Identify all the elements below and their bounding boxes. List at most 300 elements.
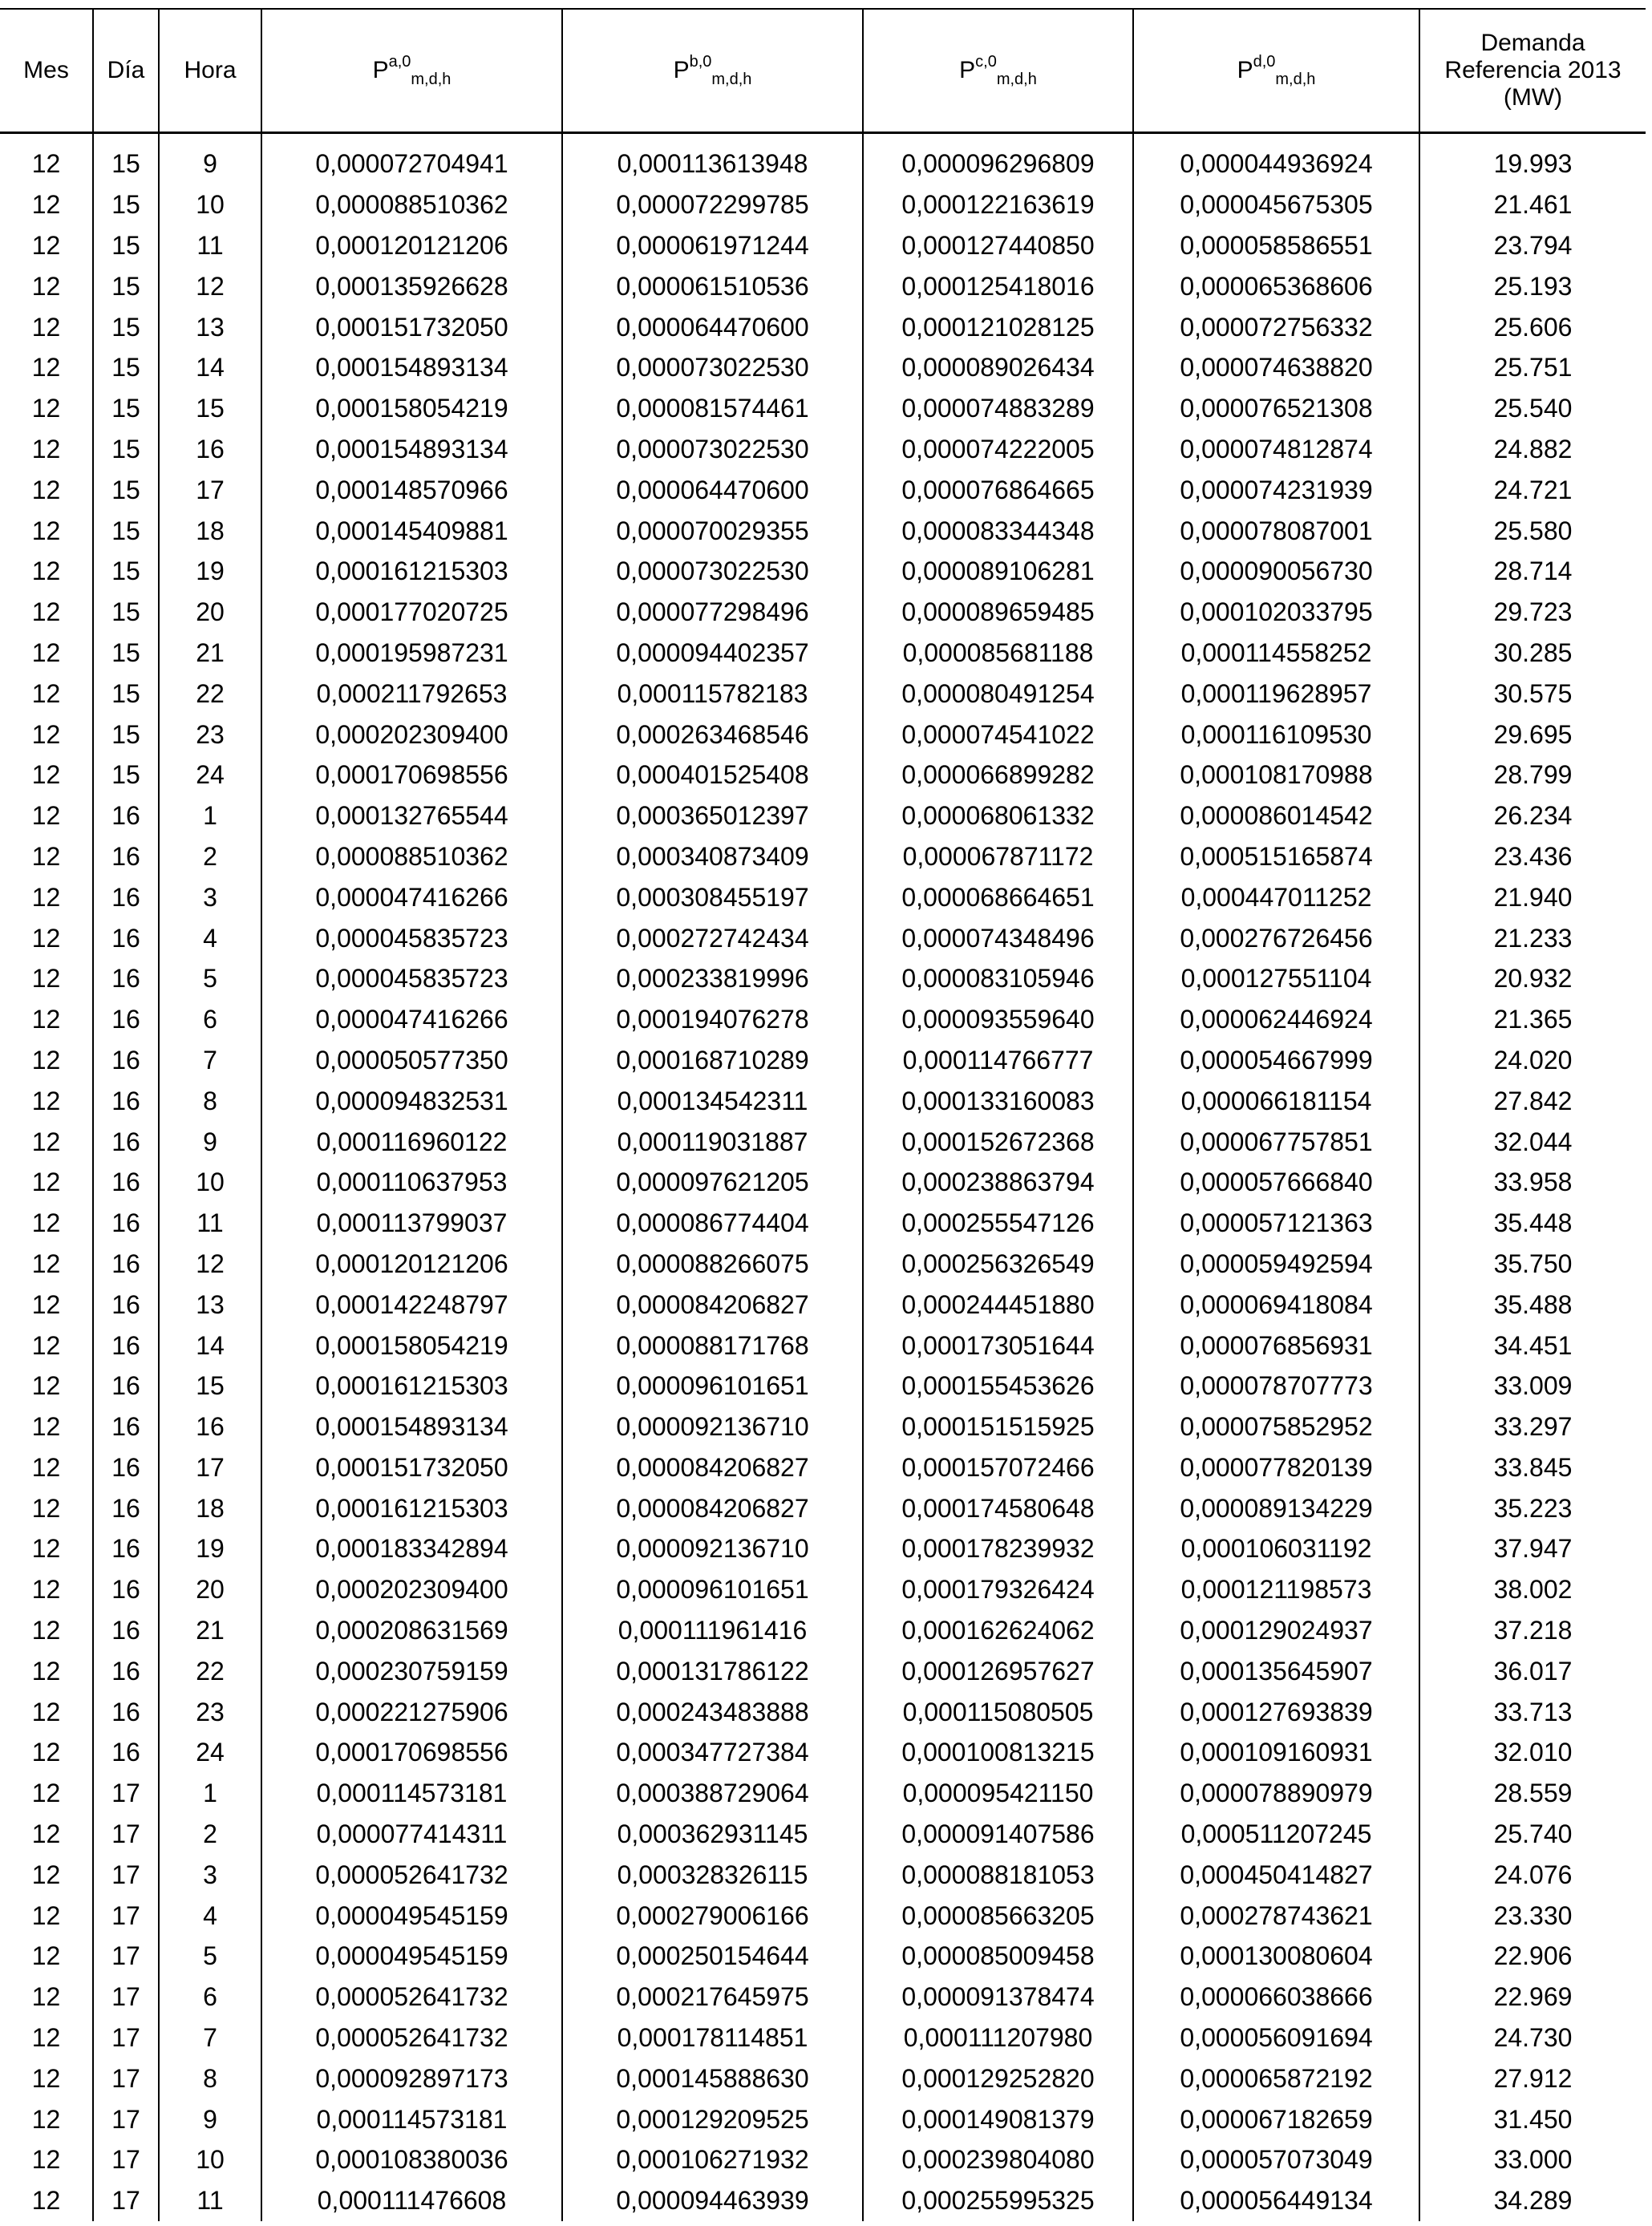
pa-cell: 0,000120121206 [261,225,562,266]
pd-cell: 0,000106031192 [1133,1528,1419,1569]
mes-cell: 12 [0,2099,93,2139]
pb-cell: 0,000328326115 [562,1854,863,1895]
pb-cell: 0,000365012397 [562,795,863,836]
demanda-cell: 25.540 [1419,388,1646,429]
pa-cell: 0,000170698556 [261,755,562,795]
demanda-cell: 33.958 [1419,1162,1646,1203]
hora-cell: 23 [159,1691,261,1732]
pb-cell: 0,000088266075 [562,1244,863,1285]
pc-cell: 0,000121028125 [863,306,1133,347]
dia-cell: 16 [93,1650,159,1691]
pd-cell: 0,000069418084 [1133,1284,1419,1325]
demanda-cell: 19.993 [1419,144,1646,184]
mes-cell: 12 [0,1487,93,1528]
table-row [0,755,1646,795]
mes-cell: 12 [0,1528,93,1569]
pb-cell: 0,000119031887 [562,1121,863,1162]
pb-cell: 0,000096101651 [562,1569,863,1610]
hora-cell: 4 [159,917,261,958]
table-row [0,2139,1646,2180]
demanda-cell: 24.721 [1419,469,1646,510]
table-row [0,1080,1646,1121]
mes-cell: 12 [0,1732,93,1773]
pc-cell: 0,000089026434 [863,347,1133,388]
hora-cell: 11 [159,2180,261,2221]
hora-cell: 22 [159,673,261,714]
pa-cell: 0,000177020725 [261,592,562,633]
pd-cell: 0,000114558252 [1133,633,1419,674]
pc-cell: 0,000238863794 [863,1162,1133,1203]
pd-cell: 0,000075852952 [1133,1406,1419,1447]
dia-cell: 17 [93,1977,159,2018]
pa-cell: 0,000088510362 [261,184,562,225]
pb-cell: 0,000073022530 [562,347,863,388]
demanda-cell: 21.233 [1419,917,1646,958]
table-row [0,1487,1646,1528]
pb-cell: 0,000178114851 [562,2018,863,2058]
demanda-cell: 23.794 [1419,225,1646,266]
dia-cell: 16 [93,1528,159,1569]
hora-cell: 14 [159,1325,261,1366]
pc-cell: 0,000093559640 [863,999,1133,1040]
pc-cell: 0,000111207980 [863,2018,1133,2058]
dia-cell: 15 [93,714,159,755]
mes-cell: 12 [0,388,93,429]
pb-cell: 0,000233819996 [562,958,863,999]
dia-cell: 16 [93,999,159,1040]
pc-cell: 0,000174580648 [863,1487,1133,1528]
table-row [0,1528,1646,1569]
pb-cell: 0,000094402357 [562,633,863,674]
hora-cell: 11 [159,225,261,266]
hora-cell: 10 [159,2139,261,2180]
pb-cell: 0,000129209525 [562,2099,863,2139]
dia-cell: 16 [93,795,159,836]
mes-cell: 12 [0,714,93,755]
demanda-cell: 33.009 [1419,1366,1646,1406]
pb-cell: 0,000086774404 [562,1203,863,1244]
demanda-cell: 30.575 [1419,673,1646,714]
pa-cell: 0,000108380036 [261,2139,562,2180]
pb-cell: 0,000070029355 [562,510,863,551]
demanda-cell: 33.713 [1419,1691,1646,1732]
pc-cell: 0,000129252820 [863,2058,1133,2099]
demanda-cell: 25.580 [1419,510,1646,551]
table-row [0,1244,1646,1285]
pa-cell: 0,000221275906 [261,1691,562,1732]
pc-cell: 0,000133160083 [863,1080,1133,1121]
header-dia: Día [93,9,159,133]
pb-cell: 0,000113613948 [562,144,863,184]
pc-cell: 0,000074541022 [863,714,1133,755]
dia-cell: 15 [93,551,159,592]
dia-cell: 16 [93,836,159,877]
pa-cell: 0,000092897173 [261,2058,562,2099]
pa-cell: 0,000114573181 [261,1773,562,1814]
pd-cell: 0,000108170988 [1133,755,1419,795]
pd-cell: 0,000058586551 [1133,225,1419,266]
dia-cell: 17 [93,1773,159,1814]
hora-cell: 6 [159,999,261,1040]
table-row [0,1650,1646,1691]
pc-cell: 0,000127440850 [863,225,1133,266]
demanda-cell: 29.695 [1419,714,1646,755]
mes-cell: 12 [0,1244,93,1285]
pa-cell: 0,000049545159 [261,1936,562,1977]
pd-cell: 0,000067182659 [1133,2099,1419,2139]
hora-cell: 13 [159,306,261,347]
hora-cell: 24 [159,1732,261,1773]
hora-cell: 5 [159,958,261,999]
demanda-cell: 35.223 [1419,1487,1646,1528]
mes-cell: 12 [0,1284,93,1325]
table-row [0,1406,1646,1447]
mes-cell: 12 [0,999,93,1040]
pa-cell: 0,000052641732 [261,2018,562,2058]
table-row [0,1284,1646,1325]
mes-cell: 12 [0,755,93,795]
demanda-cell: 26.234 [1419,795,1646,836]
demanda-cell: 25.606 [1419,306,1646,347]
dia-cell: 16 [93,1080,159,1121]
pb-cell: 0,000072299785 [562,184,863,225]
mes-cell: 12 [0,510,93,551]
demanda-cell: 25.740 [1419,1814,1646,1855]
pd-cell: 0,000135645907 [1133,1650,1419,1691]
pb-cell: 0,000092136710 [562,1406,863,1447]
pa-cell: 0,000072704941 [261,144,562,184]
pb-cell: 0,000263468546 [562,714,863,755]
dia-cell: 16 [93,1406,159,1447]
pc-cell: 0,000095421150 [863,1773,1133,1814]
dia-cell: 15 [93,265,159,306]
mes-cell: 12 [0,958,93,999]
pa-cell: 0,000158054219 [261,1325,562,1366]
demanda-cell: 35.750 [1419,1244,1646,1285]
pd-cell: 0,000057666840 [1133,1162,1419,1203]
pb-cell: 0,000084206827 [562,1284,863,1325]
demanda-cell: 33.297 [1419,1406,1646,1447]
header-pc: P$^{c,0}_{m,d,h}$ [863,9,1133,133]
dia-cell: 15 [93,755,159,795]
header-mes: Mes [0,9,93,133]
pb-cell: 0,000115782183 [562,673,863,714]
demanda-cell: 34.451 [1419,1325,1646,1366]
pb-cell: 0,000388729064 [562,1773,863,1814]
pc-cell: 0,000085681188 [863,633,1133,674]
hora-cell: 15 [159,1366,261,1406]
pb-cell: 0,000279006166 [562,1895,863,1936]
pc-cell: 0,000089659485 [863,592,1133,633]
mes-cell: 12 [0,1854,93,1895]
pa-cell: 0,000049545159 [261,1895,562,1936]
table-row [0,1691,1646,1732]
mes-cell: 12 [0,1650,93,1691]
dia-cell: 15 [93,510,159,551]
table-row [0,184,1646,225]
pa-cell: 0,000148570966 [261,469,562,510]
pc-cell: 0,000255995325 [863,2180,1133,2221]
pc-cell: 0,000255547126 [863,1203,1133,1244]
dia-cell: 16 [93,1610,159,1651]
pb-cell: 0,000073022530 [562,429,863,470]
pd-cell: 0,000127693839 [1133,1691,1419,1732]
hora-cell: 2 [159,836,261,877]
pd-cell: 0,000054667999 [1133,1040,1419,1081]
demanda-cell: 24.076 [1419,1854,1646,1895]
mes-cell: 12 [0,592,93,633]
mes-cell: 12 [0,633,93,674]
hora-cell: 16 [159,429,261,470]
spacer-row [0,133,1646,144]
pd-cell: 0,000065368606 [1133,265,1419,306]
pa-cell: 0,000145409881 [261,510,562,551]
dia-cell: 17 [93,1895,159,1936]
pc-cell: 0,000151515925 [863,1406,1133,1447]
pa-cell: 0,000052641732 [261,1854,562,1895]
pb-cell: 0,000097621205 [562,1162,863,1203]
pc-cell: 0,000100813215 [863,1732,1133,1773]
hora-cell: 16 [159,1406,261,1447]
pa-cell: 0,000088510362 [261,836,562,877]
pb-cell: 0,000131786122 [562,1650,863,1691]
demanda-cell: 32.010 [1419,1732,1646,1773]
hora-cell: 19 [159,1528,261,1569]
demanda-cell: 38.002 [1419,1569,1646,1610]
pa-cell: 0,000202309400 [261,714,562,755]
table-row [0,1854,1646,1895]
hora-cell: 5 [159,1936,261,1977]
table-row [0,2180,1646,2221]
pd-cell: 0,000074231939 [1133,469,1419,510]
pc-cell: 0,000067871172 [863,836,1133,877]
table-row [0,917,1646,958]
dia-cell: 17 [93,2180,159,2221]
table-row [0,1936,1646,1977]
table-row [0,1732,1646,1773]
dia-cell: 16 [93,1366,159,1406]
hora-cell: 17 [159,1447,261,1488]
table-row [0,347,1646,388]
dia-cell: 17 [93,2139,159,2180]
pd-cell: 0,000515165874 [1133,836,1419,877]
table-row [0,1773,1646,1814]
pc-cell: 0,000239804080 [863,2139,1133,2180]
pd-cell: 0,000121198573 [1133,1569,1419,1610]
hora-cell: 9 [159,2099,261,2139]
pc-cell: 0,000089106281 [863,551,1133,592]
mes-cell: 12 [0,836,93,877]
pb-cell: 0,000401525408 [562,755,863,795]
pb-cell: 0,000077298496 [562,592,863,633]
mes-cell: 12 [0,917,93,958]
dia-cell: 16 [93,876,159,917]
demanda-cell: 35.488 [1419,1284,1646,1325]
dia-cell: 16 [93,1121,159,1162]
table-row [0,2058,1646,2099]
hora-cell: 2 [159,1814,261,1855]
mes-cell: 12 [0,2058,93,2099]
pc-cell: 0,000114766777 [863,1040,1133,1081]
pc-cell: 0,000085663205 [863,1895,1133,1936]
header-pd: P$^{d,0}_{m,d,h}$ [1133,9,1419,133]
mes-cell: 12 [0,1366,93,1406]
pd-cell: 0,000278743621 [1133,1895,1419,1936]
pc-cell: 0,000066899282 [863,755,1133,795]
pa-cell: 0,000050577350 [261,1040,562,1081]
hora-cell: 3 [159,876,261,917]
table-body [0,133,1646,2221]
dia-cell: 15 [93,225,159,266]
dia-cell: 16 [93,1244,159,1285]
table-row [0,836,1646,877]
demanda-cell: 24.882 [1419,429,1646,470]
demanda-cell: 28.559 [1419,1773,1646,1814]
hora-cell: 20 [159,1569,261,1610]
hora-cell: 7 [159,2018,261,2058]
pd-cell: 0,000511207245 [1133,1814,1419,1855]
table-row [0,1040,1646,1081]
pb-cell: 0,000243483888 [562,1691,863,1732]
pa-cell: 0,000142248797 [261,1284,562,1325]
hora-cell: 10 [159,1162,261,1203]
hora-cell: 4 [159,1895,261,1936]
pb-cell: 0,000250154644 [562,1936,863,1977]
hora-cell: 14 [159,347,261,388]
table-row [0,958,1646,999]
table-row [0,633,1646,674]
pd-cell: 0,000102033795 [1133,592,1419,633]
demanda-cell: 30.285 [1419,633,1646,674]
pa-cell: 0,000094832531 [261,1080,562,1121]
demanda-cell: 22.906 [1419,1936,1646,1977]
table-row [0,2099,1646,2139]
dia-cell: 17 [93,2058,159,2099]
header-pa: P$^{a,0}_{m,d,h}$ [261,9,562,133]
hora-cell: 21 [159,1610,261,1651]
hora-cell: 17 [159,469,261,510]
dia-cell: 16 [93,1203,159,1244]
pa-cell: 0,000161215303 [261,1487,562,1528]
demanda-cell: 20.932 [1419,958,1646,999]
hora-cell: 18 [159,510,261,551]
mes-cell: 12 [0,1080,93,1121]
dia-cell: 15 [93,633,159,674]
pd-cell: 0,000089134229 [1133,1487,1419,1528]
pb-cell: 0,000084206827 [562,1487,863,1528]
dia-cell: 16 [93,1732,159,1773]
mes-cell: 12 [0,265,93,306]
pb-cell: 0,000272742434 [562,917,863,958]
dia-cell: 16 [93,1691,159,1732]
pc-cell: 0,000125418016 [863,265,1133,306]
mes-cell: 12 [0,1447,93,1488]
pb-cell: 0,000168710289 [562,1040,863,1081]
dia-cell: 16 [93,1284,159,1325]
pa-cell: 0,000135926628 [261,265,562,306]
demand-table [0,8,1646,2221]
pb-cell: 0,000134542311 [562,1080,863,1121]
pc-cell: 0,000076864665 [863,469,1133,510]
dia-cell: 15 [93,306,159,347]
demanda-cell: 25.751 [1419,347,1646,388]
pc-cell: 0,000122163619 [863,184,1133,225]
table-row [0,1121,1646,1162]
pa-cell: 0,000151732050 [261,1447,562,1488]
dia-cell: 17 [93,1854,159,1895]
demanda-cell: 21.365 [1419,999,1646,1040]
pb-cell: 0,000092136710 [562,1528,863,1569]
pd-cell: 0,000129024937 [1133,1610,1419,1651]
hora-cell: 7 [159,1040,261,1081]
mes-cell: 12 [0,1162,93,1203]
mes-cell: 12 [0,1814,93,1855]
hora-cell: 3 [159,1854,261,1895]
dia-cell: 15 [93,184,159,225]
hora-cell: 15 [159,388,261,429]
demanda-cell: 37.218 [1419,1610,1646,1651]
dia-cell: 17 [93,2018,159,2058]
demanda-cell: 24.730 [1419,2018,1646,2058]
demanda-cell: 23.330 [1419,1895,1646,1936]
pa-cell: 0,000077414311 [261,1814,562,1855]
table-row [0,144,1646,184]
pa-cell: 0,000114573181 [261,2099,562,2139]
pd-cell: 0,000067757851 [1133,1121,1419,1162]
pb-cell: 0,000064470600 [562,306,863,347]
pa-cell: 0,000116960122 [261,1121,562,1162]
pc-cell: 0,000256326549 [863,1244,1133,1285]
pa-cell: 0,000170698556 [261,1732,562,1773]
table-row [0,1977,1646,2018]
pb-cell: 0,000308455197 [562,876,863,917]
pa-cell: 0,000208631569 [261,1610,562,1651]
demanda-cell: 24.020 [1419,1040,1646,1081]
pd-cell: 0,000090056730 [1133,551,1419,592]
pd-cell: 0,000109160931 [1133,1732,1419,1773]
pa-cell: 0,000111476608 [261,2180,562,2221]
dia-cell: 15 [93,429,159,470]
mes-cell: 12 [0,1406,93,1447]
demanda-cell: 37.947 [1419,1528,1646,1569]
pd-cell: 0,000056449134 [1133,2180,1419,2221]
dia-cell: 16 [93,958,159,999]
pd-cell: 0,000074638820 [1133,347,1419,388]
pd-cell: 0,000078087001 [1133,510,1419,551]
pc-cell: 0,000162624062 [863,1610,1133,1651]
pc-cell: 0,000080491254 [863,673,1133,714]
pc-cell: 0,000096296809 [863,144,1133,184]
mes-cell: 12 [0,1121,93,1162]
pb-cell: 0,000094463939 [562,2180,863,2221]
pd-cell: 0,000127551104 [1133,958,1419,999]
mes-cell: 12 [0,2018,93,2058]
pb-cell: 0,000362931145 [562,1814,863,1855]
demanda-cell: 28.714 [1419,551,1646,592]
mes-cell: 12 [0,1691,93,1732]
pa-cell: 0,000151732050 [261,306,562,347]
pc-cell: 0,000085009458 [863,1936,1133,1977]
pa-cell: 0,000154893134 [261,347,562,388]
pa-cell: 0,000195987231 [261,633,562,674]
pc-cell: 0,000074348496 [863,917,1133,958]
pc-cell: 0,000091378474 [863,1977,1133,2018]
pb-cell: 0,000096101651 [562,1366,863,1406]
hora-cell: 19 [159,551,261,592]
mes-cell: 12 [0,144,93,184]
header-row [0,9,1646,133]
mes-cell: 12 [0,876,93,917]
